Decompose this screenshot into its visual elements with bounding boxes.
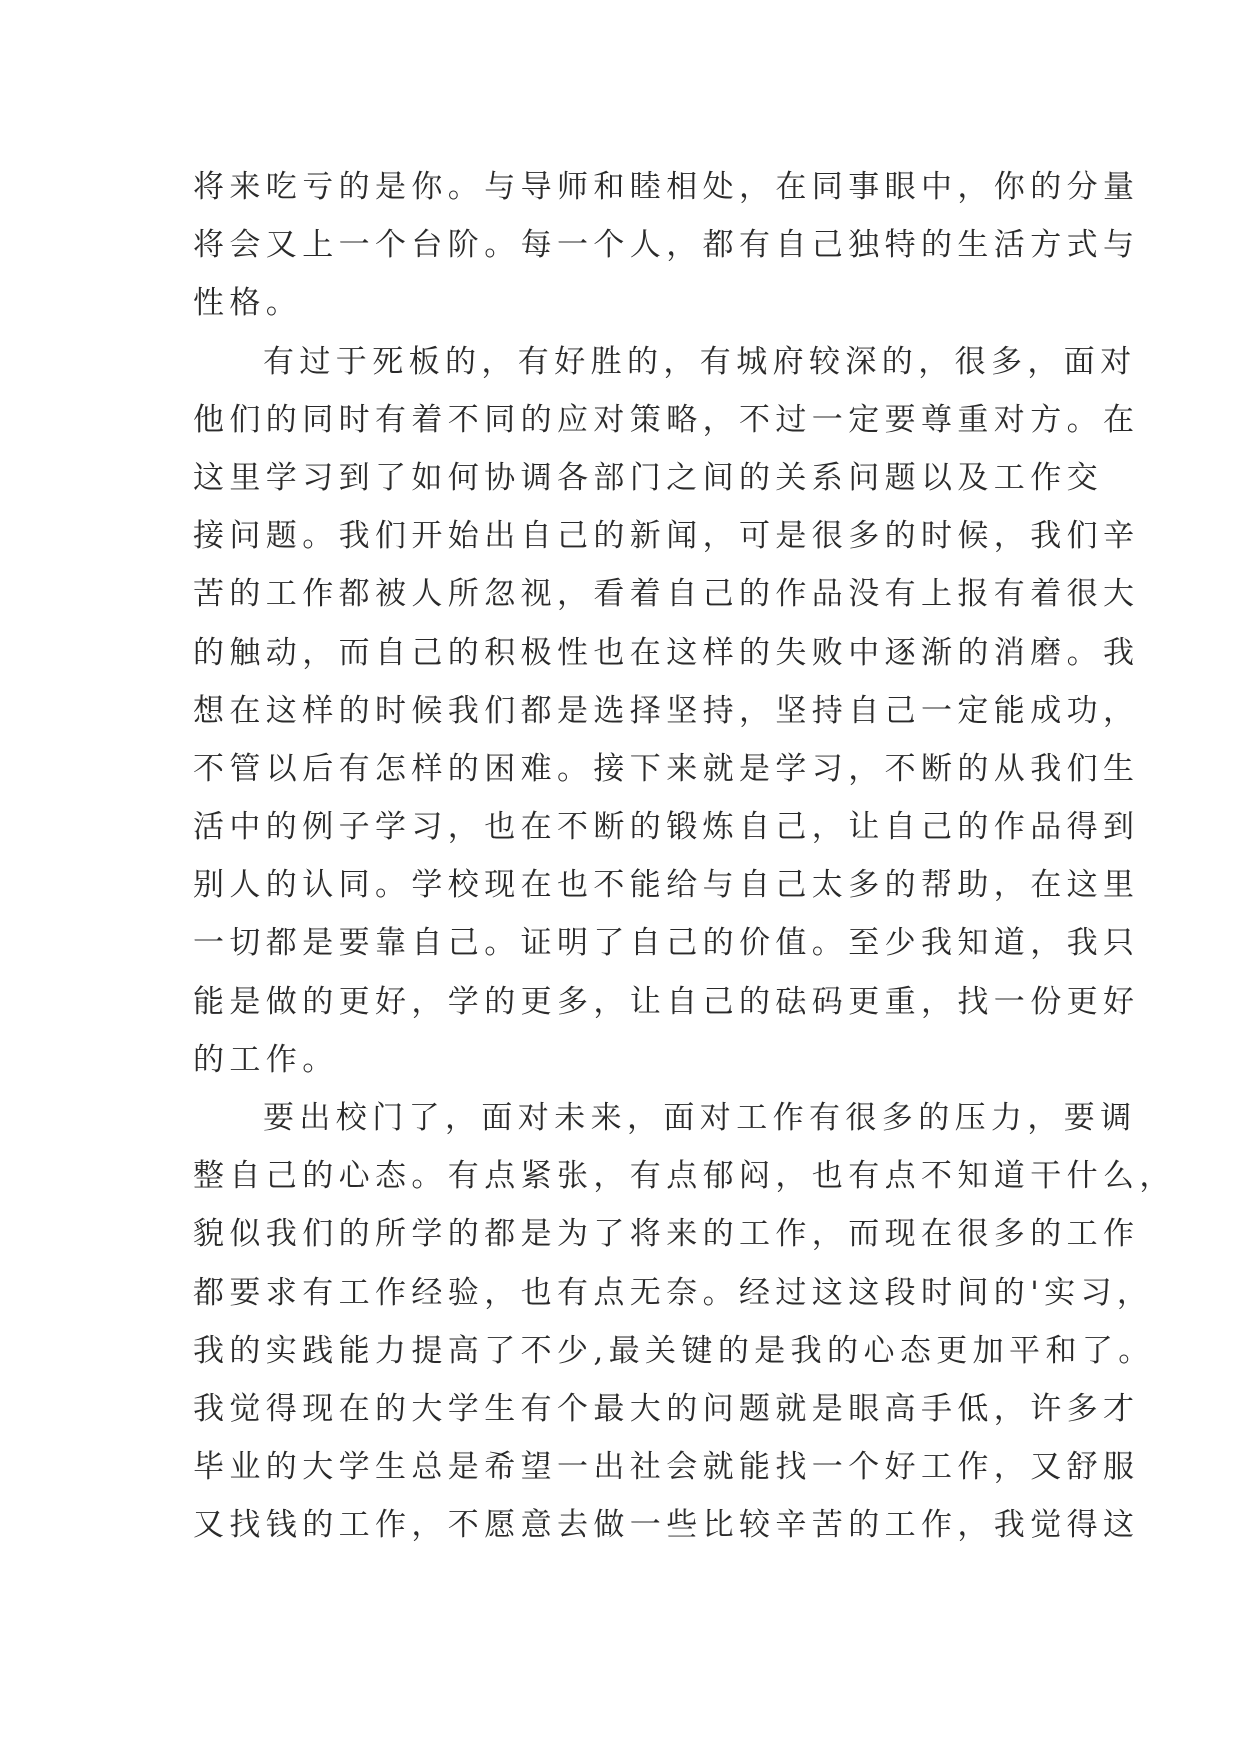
text-line: 的工作。	[193, 1041, 339, 1078]
text-line: 有过于死板的，有好胜的，有城府较深的，很多，面对	[263, 343, 1137, 380]
text-line: 一切都是要靠自己。证明了自己的价值。至少我知道，我只	[193, 925, 1140, 962]
text-line: 的触动，而自己的积极性也在这样的失败中逐渐的消磨。我	[193, 634, 1140, 671]
text-line: 苦的工作都被人所忽视，看着自己的作品没有上报有着很大	[193, 576, 1140, 613]
text-line: 要出校门了，面对未来，面对工作有很多的压力，要调	[263, 1100, 1137, 1136]
text-line: 都要求有工作经验，也有点无奈。经过这这段时间的'实习，	[193, 1274, 1154, 1311]
text-line: 我的实践能力提高了不少,最关键的是我的心态更加平和了。	[193, 1332, 1155, 1369]
text-line: 别人的认同。学校现在也不能给与自己太多的帮助，在这里	[193, 867, 1140, 904]
text-line: 性格。	[193, 285, 303, 322]
text-line: 活中的例子学习，也在不断的锻炼自己，让自己的作品得到	[193, 809, 1140, 846]
text-line: 他们的同时有着不同的应对策略，不过一定要尊重对方。在	[193, 401, 1140, 438]
text-line: 整自己的心态。有点紧张，有点郁闷，也有点不知道干什么，	[193, 1158, 1176, 1195]
text-line: 接问题。我们开始出自己的新闻，可是很多的时候，我们辛	[193, 518, 1140, 555]
text-line: 我觉得现在的大学生有个最大的问题就是眼高手低，许多才	[193, 1390, 1140, 1427]
text-line: 不管以后有怎样的困难。接下来就是学习，不断的从我们生	[193, 750, 1140, 787]
text-line: 这里学习到了如何协调各部门之间的关系问题以及工作交	[193, 459, 1103, 496]
body-text	[193, 158, 1176, 1555]
text-line: 貌似我们的所学的都是为了将来的工作，而现在很多的工作	[193, 1216, 1140, 1253]
text-line: 将会又上一个台阶。每一个人，都有自己独特的生活方式与	[193, 227, 1140, 264]
text-line: 能是做的更好，学的更多，让自己的砝码更重，找一份更好	[193, 983, 1140, 1020]
text-line: 想在这样的时候我们都是选择坚持，坚持自己一定能成功，	[193, 692, 1140, 729]
text-line: 将来吃亏的是你。与导师和睦相处，在同事眼中，你的分量	[193, 169, 1140, 205]
text-line: 毕业的大学生总是希望一出社会就能找一个好工作，又舒服	[193, 1449, 1140, 1486]
text-line: 又找钱的工作，不愿意去做一些比较辛苦的工作，我觉得这	[193, 1507, 1140, 1544]
